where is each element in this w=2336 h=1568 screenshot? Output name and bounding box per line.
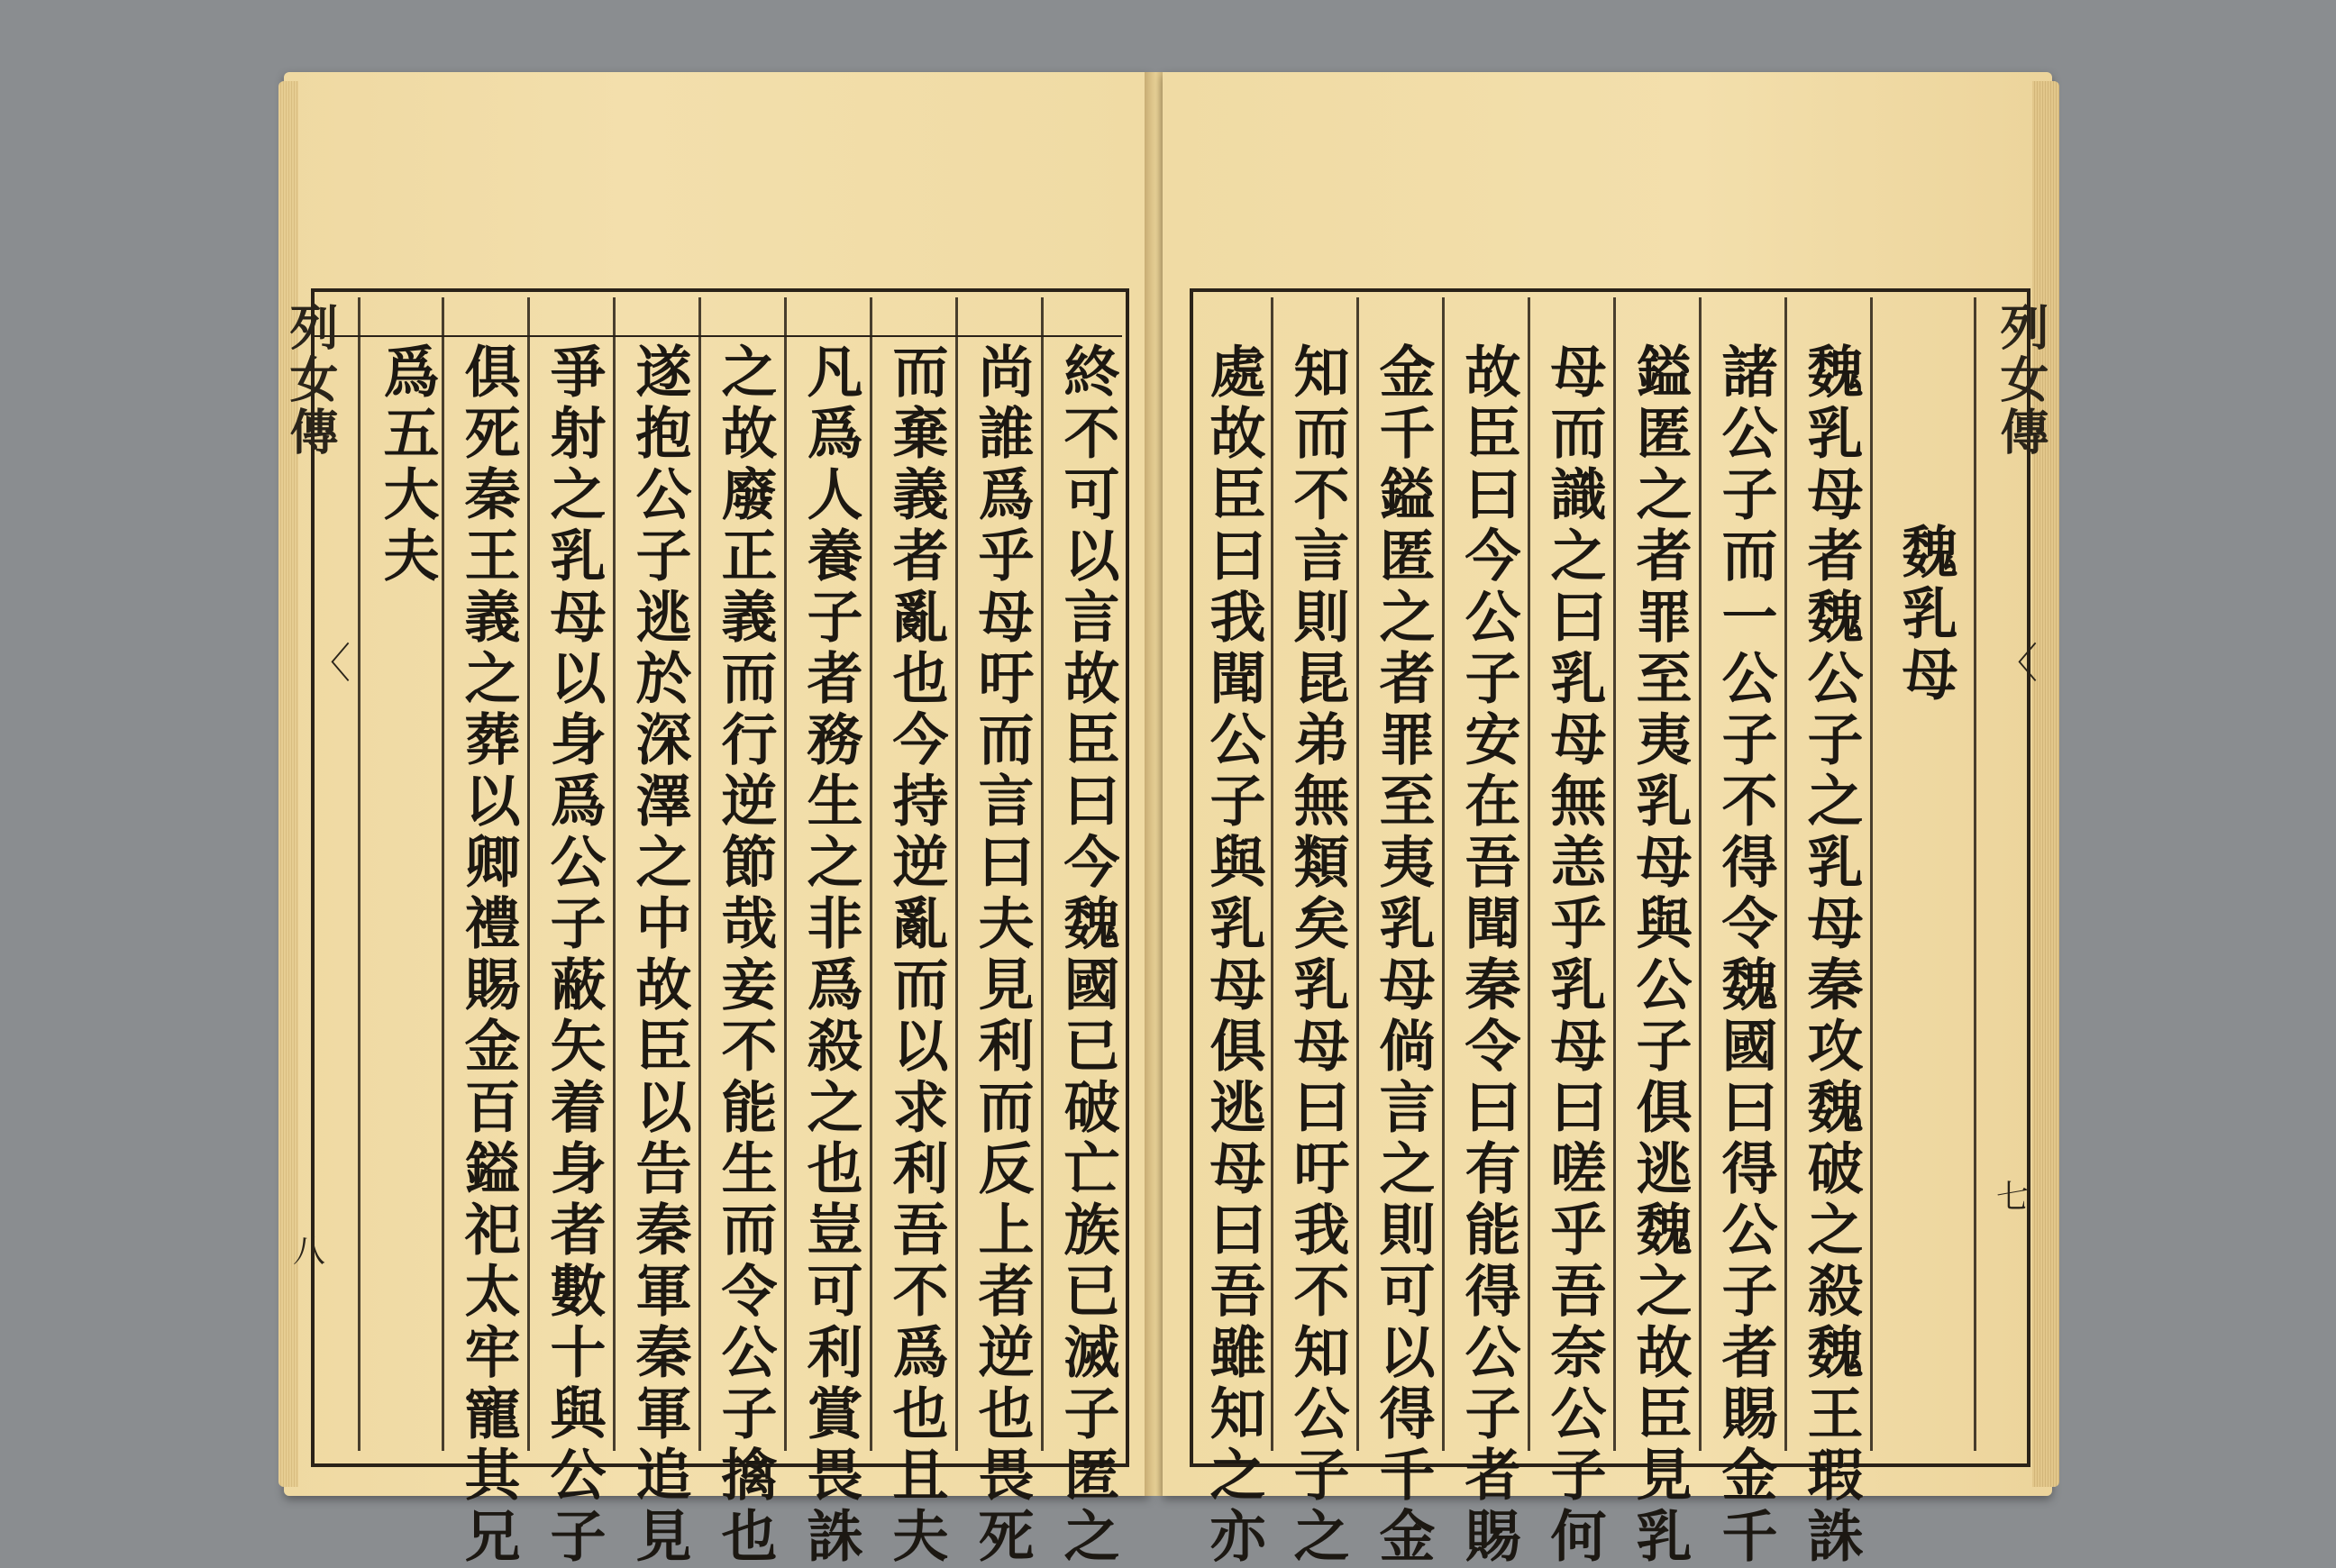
left-folio-number: 八 <box>293 1233 326 1270</box>
column-rule <box>1528 297 1530 1451</box>
column-rule <box>442 297 444 1451</box>
left-column-3: 而棄義者亂也今持逆亂而以求利吾不爲也且夫 <box>883 342 949 1568</box>
left-page-edges <box>278 81 298 1487</box>
column-rule <box>1613 297 1616 1451</box>
right-page <box>1163 72 2052 1568</box>
left-column-8: 俱死秦王義之葬以卿禮賜金百鎰祀太牢寵其兄 <box>455 342 521 1568</box>
column-rule <box>1356 297 1359 1451</box>
right-column-4: 母而識之曰乳母無恙乎乳母曰嗟乎吾奈公子何 <box>1541 342 1607 1568</box>
open-book <box>282 72 2052 1568</box>
section-heading: 魏乳母 <box>1893 523 1958 707</box>
right-margin-rule <box>1974 297 1976 1451</box>
left-margin-rule <box>358 297 360 1451</box>
column-rule <box>698 297 701 1451</box>
column-rule <box>613 297 616 1451</box>
left-column-7: 爭射之乳母以身爲公子蔽矢着身者數十與公子 <box>541 342 607 1568</box>
right-fish-tail-mark: 〈 <box>1996 639 2038 688</box>
right-column-1: 魏乳母者魏公子之乳母秦攻魏破之殺魏王瑕誅 <box>1798 342 1864 1568</box>
column-rule <box>870 297 872 1451</box>
left-column-1: 終不可以言故臣曰今魏國已破亡族已滅子匿之 <box>1054 342 1120 1568</box>
column-rule <box>1699 297 1702 1451</box>
left-column-4: 凡爲人養子者務生之非爲殺之也豈可利賞畏誅 <box>798 342 863 1568</box>
right-margin-title: 列女傳 <box>1993 302 2050 459</box>
right-column-7: 知而不言則昆弟無類矣乳母曰吁我不知公子之 <box>1284 342 1350 1568</box>
left-fish-tail-mark: 〈 <box>309 639 351 688</box>
left-column-5: 之故廢正義而行逆節哉妾不能生而令公子擒也 <box>712 342 778 1568</box>
left-column-9: 爲五大夫 <box>374 342 440 588</box>
column-rule <box>1041 297 1044 1451</box>
right-folio-number: 七 <box>1996 1179 2030 1216</box>
right-column-2: 諸公子而一公子不得令魏國曰得公子者賜金千 <box>1712 342 1778 1568</box>
column-rule <box>1870 297 1873 1451</box>
column-rule <box>1271 297 1273 1451</box>
left-page <box>282 72 1149 1568</box>
column-rule <box>1442 297 1445 1451</box>
column-rule <box>527 297 530 1451</box>
left-column-6: 遂抱公子逃於深澤之中故臣以告秦軍秦軍追見 <box>626 342 692 1568</box>
left-top-line <box>311 288 1122 337</box>
column-rule <box>1784 297 1787 1451</box>
right-page-edges <box>2032 81 2059 1487</box>
right-column-5: 故臣曰今公子安在吾聞秦令曰有能得公子者賜 <box>1455 342 1521 1568</box>
column-rule <box>784 297 787 1451</box>
right-column-6: 金千鎰匿之者罪至夷乳母倘言之則可以得千金 <box>1370 342 1436 1568</box>
right-column-8: 處故臣曰我聞公子與乳母俱逃母曰吾雖知之亦 <box>1200 342 1266 1568</box>
column-rule <box>955 297 958 1451</box>
left-column-2: 尚誰爲乎母吁而言曰夫見利而反上者逆也畏死 <box>969 342 1035 1568</box>
left-margin-title: 列女傳 <box>282 302 340 459</box>
right-column-3: 鎰匿之者罪至夷乳母與公子俱逃魏之故臣見乳 <box>1627 342 1693 1568</box>
